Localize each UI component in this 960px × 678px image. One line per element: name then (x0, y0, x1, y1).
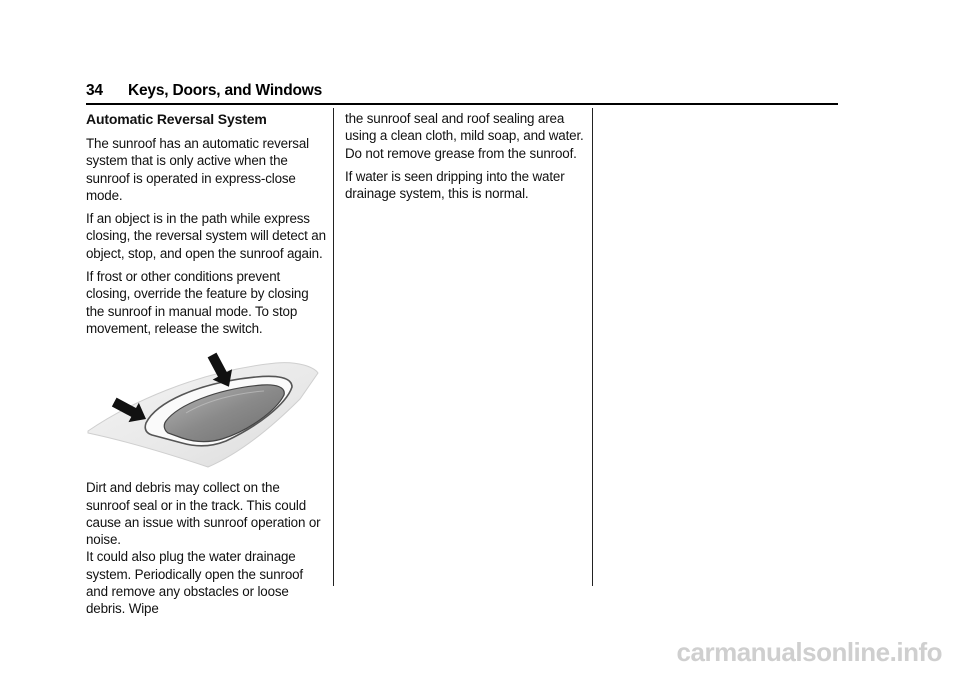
paragraph: It could also plug the water drainage system. Periodically open the sunroof and remove any obstacles or loose debris. Wipe (86, 549, 303, 617)
sunroof-illustration (86, 343, 326, 471)
paragraph: If frost or other conditions prevent closing, override the feature by closing the sunroof in manual mode. To stop movement, release the switch. (86, 269, 309, 336)
paragraph: The sunroof has an automatic reversal system that is only active when the sunroof is operated in express-close mode. (86, 136, 309, 203)
column-divider (592, 108, 593, 586)
paragraph: If an object is in the path while express closing, the reversal system will detect an object, stop, and open the sunroof again. (86, 211, 326, 261)
paragraph: the sunroof seal and roof sealing area using a clean cloth, mild soap, and water. Do not remove grease from the sunroof. (345, 111, 584, 161)
header-rule (86, 103, 838, 105)
page-header (86, 82, 838, 100)
heading-automatic-reversal: Automatic Reversal System (86, 111, 267, 127)
page-number: 34 (86, 82, 103, 99)
left-column (86, 110, 326, 624)
watermark: carmanualsonline.info (676, 637, 942, 667)
section-title: Keys, Doors, and Windows (128, 82, 323, 99)
right-column (345, 110, 585, 208)
paragraph: Dirt and debris may collect on the sunroof seal or in the track. This could cause an issue with sunroof operation or noise. (86, 480, 321, 548)
paragraph: If water is seen dripping into the water drainage system, this is normal. (345, 168, 565, 202)
column-divider (333, 108, 334, 586)
